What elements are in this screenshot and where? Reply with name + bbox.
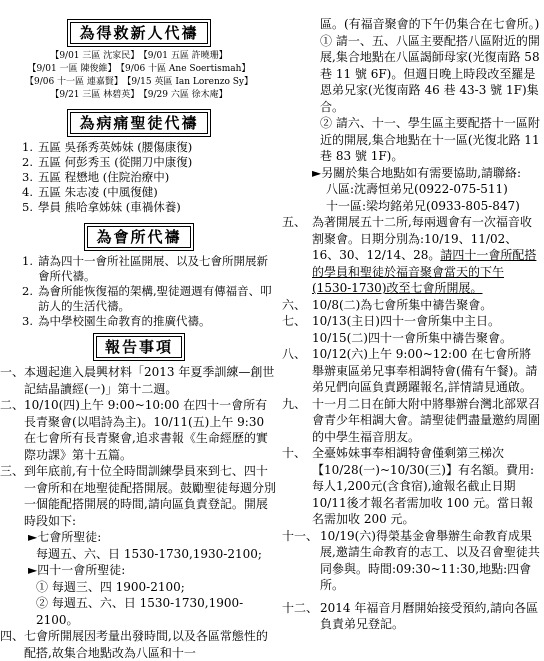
- list-item: 1. 請為四十一會所社區開展、以及七會所開展新會所代禱。: [22, 254, 268, 283]
- schedule-41-time-1: ① 每週三、四 1900-2100;: [36, 579, 185, 594]
- sick-section: [0, 112, 278, 215]
- report-item: 三、 到年底前,有十位全時間訓練學員來到七、四十一會所和在地聖徒配搭開展。鼓勵聖徒每週分別一個能配搭開展的時間,請向區負責登記。開展時段如下:: [0, 464, 277, 528]
- evangelism-title: 為得救新人代禱: [70, 22, 207, 44]
- report-item: 九、 十一月二日在師大附中將舉辦台灣北部眾召會青少年相調大會。請聖徒們盡量邀約周圍的中學生福音朋友。: [282, 396, 541, 444]
- church-title: 為會所代禱: [87, 226, 190, 248]
- report-item: 十二、 2014 年福音月曆開始接受預約,請向各區負責弟兄登記。: [282, 600, 539, 631]
- church-list: [0, 254, 278, 329]
- names-row: 【9/06 十一區 連嘉賢】 【9/15 英區 Ian Lorenzo Sy】: [24, 77, 254, 87]
- contact-8: 八區:沈壽恒弟兄(0922-075-511): [326, 182, 508, 196]
- report-item: 八、 10/12(六)上午 9:00~12:00 在七會所將舉辦東區弟兄事奉相調特會(備有午餐)。請弟兄們向區負責踴躍報名,詳情請見通啟。: [282, 347, 538, 394]
- report-item: 七、 10/13(主日)四十一會所集中主日。10/15(二)四十一會所集中禱告聚會。: [282, 314, 512, 345]
- report-item: 二、 10/10(四)上午 9:00~10:00 在四十一會所有長青聚會(以唱詩為主)。10/11(五)上午 9:30 在七會所有長青聚會,追求書報《生命經歷的實際功課》第十五篇。: [0, 398, 268, 462]
- names-row: 【9/01 一區 陳俊維】 【9/06 十區 Ane Soertismah】: [27, 64, 251, 74]
- list-item: 2. 五區 何彭秀玉 (從開刀中康復): [22, 155, 193, 169]
- gathering-2: ② 請六、十一、學生區主要配搭十一區附近的開展,集合地點在十一區(光復北路 11 巷 83 號 1F)。: [320, 116, 540, 163]
- church-section: [0, 226, 278, 329]
- gathering-1: ① 請一、五、八區主要配搭八區附近的開展,集合地點在八區謁師母家(光復南路 58 巷 11 號 6F)。但週日晚上時段改至羅是恩弟兄家(光復南路 46 巷 43-3 號 1F)集合。: [320, 33, 540, 114]
- report-item: 十、 全臺姊妹事奉相調特會僅剩第三梯次【10/28(一)~10/30(三)】有名額。費用:每人1,200元(含食宿),逾報名截止日期 10/11後才報名者需加收 100 元。當日報名需加收 200 元。: [282, 446, 534, 526]
- sick-title: 為病痛聖徒代禱: [70, 112, 207, 134]
- report-item: 一、 本週起進入晨興材料「2013 年夏季訓練—創世記結晶讀經(一)」第十二週。: [0, 365, 275, 396]
- reports-title: 報告事項: [96, 336, 182, 358]
- list-item: 1. 五區 吳孫秀英姊妹 (腰傷康復): [22, 140, 193, 154]
- report-item: 五、 為著開展五十二所,每兩週會有一次福音收割聚會。日期分別為:10/19、11/02、16、30、12/14、28。請四十一會所配搭的學員和聖徒於福音聚會當天的下午(1530-1730)改至七會所開展。: [282, 215, 537, 295]
- list-item: 5. 學員 熊哈拿姊妹 (車禍休養): [22, 200, 181, 214]
- continued-text: 區。(有福音聚會的下午仍集合在七會所。): [320, 17, 540, 31]
- report-item: 四、 七會所開展因考量出發時間,以及各區常態性的配搭,故集合地點改為八區和十一: [0, 629, 268, 660]
- report-item: 六、 10/8(二)為七會所集中禱告聚會。: [282, 297, 493, 312]
- schedule-seven-time: 每週五、六、日 1530-1730,1930-2100;: [36, 546, 262, 561]
- report-list: [0, 364, 278, 661]
- reports-section: [0, 336, 278, 661]
- schedule-41-label: ►四十一會所聖徒:: [28, 563, 126, 577]
- schedule-41-time-2: ② 每週五、六、日 1530-1730,1900-2100。: [36, 596, 244, 627]
- names-row: 【9/01 三區 沈家民】 【9/01 五區 許曉珊】: [50, 51, 228, 61]
- contact-help: ►另關於集合地點如有需要協助,請聯絡:: [312, 165, 522, 180]
- report-item: 十一、 10/19(六)得榮基金會舉辦生命教育成果展,邀請生命教育的志工、以及召會聖徒共同參與。時間:09:30~11:30,地點:四會所。: [282, 528, 540, 592]
- list-item: 3. 五區 程懋地 (住院治療中): [22, 170, 170, 184]
- contact-11: 十一區:梁均銘弟兄(0933-805-847): [326, 198, 520, 213]
- sick-list: [0, 140, 278, 215]
- list-item: 4. 五區 朱志凌 (中風復健): [22, 185, 158, 199]
- schedule-block: [0, 529, 278, 628]
- schedule-seven-label: ►七會所聖徒:: [28, 530, 102, 544]
- right-report-list: [282, 214, 542, 633]
- right-column: [282, 0, 542, 633]
- list-item: 2. 為會所能恢復福的架構,聖徒週週有傳福音、叩訪人的生活代禱。: [22, 284, 272, 313]
- evangelism-section: [0, 22, 278, 102]
- list-item: 3. 為中學校園生命教育的推廣代禱。: [22, 314, 211, 328]
- evangelism-names: [0, 50, 278, 102]
- names-row: 【9/21 三區 林碧英】 【9/29 六區 徐木庵】: [50, 90, 228, 100]
